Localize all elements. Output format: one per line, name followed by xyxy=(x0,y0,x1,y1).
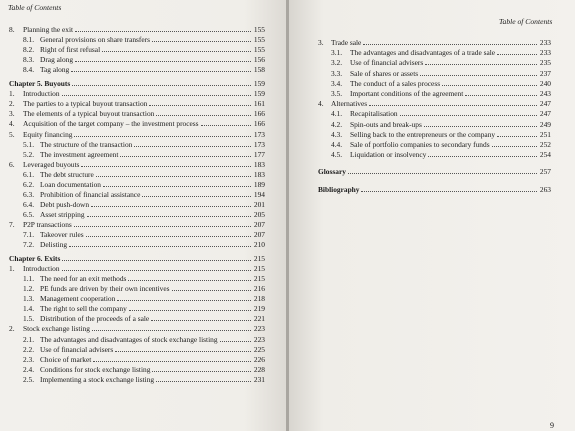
toc-entry-title: Introduction xyxy=(23,89,60,99)
toc-entry-row xyxy=(9,55,265,65)
toc-entry-title: Loan documentation xyxy=(40,179,101,189)
dot-leader xyxy=(74,136,251,137)
toc-entry-row xyxy=(9,304,265,314)
toc-entry-number: 2.3. xyxy=(23,354,35,364)
running-header-left: Table of Contents xyxy=(8,3,62,12)
toc-page-number: 233 xyxy=(539,48,551,58)
toc-entry-title: The parties to a typical buyout transaction xyxy=(23,99,148,109)
toc-entry-row xyxy=(9,140,265,150)
dot-leader xyxy=(497,54,537,55)
toc-entry-row xyxy=(9,180,265,190)
toc-entry-number: 4.4. xyxy=(331,140,343,149)
toc-entry-number: 4.3. xyxy=(331,129,343,139)
toc-entry-title: The debt structure xyxy=(40,169,94,179)
dot-leader xyxy=(149,105,251,106)
toc-entry-title: Bibliography xyxy=(318,184,360,194)
toc-entry-title: Management cooperation xyxy=(40,294,116,304)
toc-page-number: 177 xyxy=(253,149,265,159)
dot-leader xyxy=(96,176,251,177)
dot-leader xyxy=(363,44,537,45)
toc-page-number: 247 xyxy=(539,99,551,109)
toc-page-number: 166 xyxy=(253,109,265,119)
toc-entry-number: 6.4. xyxy=(23,199,35,209)
toc-entry-title: General provisions on share transfers xyxy=(40,35,151,45)
dot-leader xyxy=(151,320,251,321)
toc-page-number: 254 xyxy=(539,150,551,160)
dot-leader xyxy=(156,381,251,382)
toc-entry-number: 3.5. xyxy=(331,89,343,98)
toc-entry-number: 2.1. xyxy=(23,334,35,344)
dot-leader xyxy=(492,146,537,147)
toc-entry-row xyxy=(9,274,265,284)
toc-entry-row xyxy=(9,99,265,109)
toc-entry-number: 3.4. xyxy=(331,78,343,88)
toc-page-number: 189 xyxy=(253,179,265,189)
toc-entry-number: 7.1. xyxy=(23,230,35,239)
toc-entry-row xyxy=(9,119,265,129)
toc-entry-number: 3. xyxy=(9,109,15,119)
running-header-right: Table of Contents xyxy=(499,17,553,26)
toc-page-number: 173 xyxy=(253,139,265,149)
toc-entry-row xyxy=(9,365,265,375)
dot-leader xyxy=(424,126,537,127)
toc-entry-title: Asset stripping xyxy=(40,209,85,219)
toc-page-number: 161 xyxy=(253,99,265,109)
toc-entry-title: The conduct of a sales process xyxy=(350,78,441,88)
toc-page-number: 215 xyxy=(253,254,265,264)
toc-entry-number: 2.2. xyxy=(23,344,35,354)
dot-leader xyxy=(103,186,251,187)
toc-page-number: 173 xyxy=(253,129,265,139)
toc-entry-title: Selling back to the entrepreneurs or the company xyxy=(350,129,496,139)
toc-page-number: 231 xyxy=(253,374,265,384)
toc-entry-title: Debt push-down xyxy=(40,199,90,209)
toc-entry-title: Use of financial advisers xyxy=(350,58,424,68)
toc-entry-row xyxy=(9,35,265,45)
toc-entry-number: 8.4. xyxy=(23,65,35,75)
toc-chapter-row xyxy=(9,79,265,89)
toc-entry-row xyxy=(9,190,265,200)
toc-entry-number: 8. xyxy=(9,25,15,34)
toc-entry-title: Right of first refusal xyxy=(40,45,101,55)
toc-entry-number: 7. xyxy=(9,219,15,229)
dot-leader xyxy=(201,125,251,126)
dot-leader xyxy=(152,41,251,42)
dot-leader xyxy=(92,330,251,331)
toc-page-number: 216 xyxy=(253,284,265,294)
toc-entry-title: Trade sale xyxy=(331,38,362,47)
toc-page-number: 201 xyxy=(253,199,265,209)
toc-entry-row xyxy=(9,200,265,210)
toc-entry-title: Equity financing xyxy=(23,129,73,139)
toc-entry-title: The advantages and disadvantages of stock exchange listing xyxy=(40,334,218,344)
toc-page-number: 257 xyxy=(539,167,551,177)
toc-entry-row xyxy=(9,45,265,55)
right-page xyxy=(289,0,575,431)
toc-entry-number: 6.5. xyxy=(23,209,35,219)
dot-leader xyxy=(62,270,251,271)
toc-page-number: 210 xyxy=(253,240,265,250)
toc-entry-title: Liquidation or insolvency xyxy=(350,150,427,160)
dot-leader xyxy=(75,31,251,32)
toc-entry-row xyxy=(318,58,551,68)
toc-entry-row xyxy=(9,375,265,385)
toc-entry-number: 6.3. xyxy=(23,189,35,199)
toc-entry-number: 5. xyxy=(9,129,15,139)
toc-entry-row xyxy=(9,230,265,240)
toc-entry-title: Implementing a stock exchange listing xyxy=(40,374,155,384)
toc-page-number: 228 xyxy=(253,364,265,374)
toc-entry-number: 1.5. xyxy=(23,314,35,324)
toc-entry-number: 3. xyxy=(318,38,324,47)
page-number: 9 xyxy=(550,421,554,430)
toc-page-number: 237 xyxy=(539,68,551,78)
toc-entry-title: The elements of a typical buyout transaction xyxy=(23,109,155,119)
toc-entry-number: 6.2. xyxy=(23,179,35,189)
toc-entry-row xyxy=(318,130,551,140)
toc-entry-row xyxy=(9,314,265,324)
dot-leader xyxy=(156,115,251,116)
dot-leader xyxy=(87,216,251,217)
toc-entry-title: Introduction xyxy=(23,264,60,274)
dot-leader xyxy=(134,146,251,147)
toc-page-number: 219 xyxy=(253,304,265,314)
dot-leader xyxy=(142,196,251,197)
toc-entry-title: Use of financial advisers xyxy=(40,344,114,354)
toc-page-number: 207 xyxy=(253,219,265,229)
dot-leader xyxy=(129,310,251,311)
toc-entry-number: 1.4. xyxy=(23,304,35,314)
toc-entry-number: 4.2. xyxy=(331,119,343,129)
toc-entry-title: Leveraged buyouts xyxy=(23,159,80,169)
dot-leader xyxy=(361,191,537,192)
toc-entry-number: 1.3. xyxy=(23,294,35,304)
toc-page-number: 226 xyxy=(253,354,265,364)
toc-entry-number: 3.2. xyxy=(331,58,343,68)
dot-leader xyxy=(369,105,537,106)
dot-leader xyxy=(69,246,251,247)
toc-entry-row xyxy=(318,89,551,99)
toc-entry-row xyxy=(9,220,265,230)
toc-page-number: 155 xyxy=(253,25,265,34)
dot-leader xyxy=(465,95,537,96)
toc-entry-title: The advantages and disadvantages of a trade sale xyxy=(350,48,496,58)
toc-page-number: 252 xyxy=(539,140,551,149)
left-page xyxy=(0,0,287,431)
dot-leader xyxy=(75,61,251,62)
toc-entry-row xyxy=(318,79,551,89)
toc-entry-row xyxy=(318,38,551,48)
toc-entry-number: 2. xyxy=(9,99,15,109)
toc-page-number: 251 xyxy=(539,129,551,139)
toc-entry-title: The investment agreement xyxy=(40,149,119,159)
toc-entry-row xyxy=(9,335,265,345)
toc-entry-row xyxy=(9,355,265,365)
toc-entry-title: Takeover rules xyxy=(40,230,84,239)
toc-entry-number: 4. xyxy=(9,119,15,129)
toc-entry-row xyxy=(318,150,551,160)
dot-leader xyxy=(74,226,251,227)
toc-entry-row xyxy=(318,140,551,150)
toc-page-number: 159 xyxy=(253,89,265,99)
dot-leader xyxy=(425,64,537,65)
toc-entry-title: The need for an exit methods xyxy=(40,274,127,284)
toc-page-number: 215 xyxy=(253,274,265,284)
toc-page-number: 223 xyxy=(253,324,265,334)
toc-entry-row xyxy=(9,264,265,274)
dot-leader xyxy=(102,51,251,52)
toc-entry-row xyxy=(318,48,551,58)
dot-leader xyxy=(400,115,537,116)
toc-entry-row xyxy=(9,240,265,250)
toc-entry-row xyxy=(9,65,265,75)
dot-leader xyxy=(348,173,537,174)
toc-entry-row xyxy=(318,69,551,79)
toc-entry-row xyxy=(9,345,265,355)
toc-chapter-row xyxy=(9,254,265,264)
toc-entry-row xyxy=(318,109,551,119)
toc-entry-title: Sale of shares or assets xyxy=(350,68,419,78)
toc-entry-row xyxy=(9,210,265,220)
toc-entry-title: Glossary xyxy=(318,167,346,177)
toc-page-number: 166 xyxy=(253,119,265,129)
dot-leader xyxy=(152,371,251,372)
dot-leader xyxy=(93,361,251,362)
toc-entry-title: Sale of portfolio companies to secondary funds xyxy=(350,140,490,149)
toc-entry-number: 6. xyxy=(9,159,15,169)
toc-entry-title: P2P transactions xyxy=(23,219,72,229)
toc-entry-row xyxy=(9,150,265,160)
toc-entry-row xyxy=(9,294,265,304)
toc-page-number: 194 xyxy=(253,189,265,199)
toc-page-number: 218 xyxy=(253,294,265,304)
toc-entry-number: 4.5. xyxy=(331,150,343,160)
toc-chapter-row xyxy=(318,167,551,177)
toc-entry-row xyxy=(9,284,265,294)
dot-leader xyxy=(120,156,251,157)
toc-entry-row xyxy=(9,160,265,170)
toc-entry-title: Alternatives xyxy=(331,99,368,109)
toc-entry-title: Important conditions of the agreement xyxy=(350,89,464,98)
toc-entry-number: 2.4. xyxy=(23,364,35,374)
toc-entry-number: 1. xyxy=(9,264,15,274)
toc-entry-title: Acquisition of the target company – the investment process xyxy=(23,119,199,129)
toc-entry-title: PE funds are driven by their own incentives xyxy=(40,284,170,294)
toc-entry-number: 1.2. xyxy=(23,284,35,294)
toc-entry-number: 1. xyxy=(9,89,15,99)
toc-entry-title: Tag along xyxy=(40,65,70,75)
dot-leader xyxy=(128,280,251,281)
dot-leader xyxy=(115,351,251,352)
toc-entry-number: 2.5. xyxy=(23,374,35,384)
toc-entry-title: Chapter 5. Buyouts xyxy=(9,79,71,89)
toc-page-number: 183 xyxy=(253,159,265,169)
toc-entry-row xyxy=(9,324,265,334)
toc-page-number: 207 xyxy=(253,230,265,239)
toc-page-number: 247 xyxy=(539,109,551,119)
toc-entry-row xyxy=(9,130,265,140)
toc-entry-title: Drag along xyxy=(40,55,74,65)
toc-entry-row xyxy=(9,109,265,119)
dot-leader xyxy=(172,290,251,291)
toc-page-number: 240 xyxy=(539,78,551,88)
dot-leader xyxy=(117,300,251,301)
toc-page-number: 235 xyxy=(539,58,551,68)
toc-entry-number: 5.1. xyxy=(23,139,35,149)
toc-page-number: 223 xyxy=(253,334,265,344)
toc-entry-title: Recapitalisation xyxy=(350,109,398,119)
toc-entry-number: 8.1. xyxy=(23,35,35,45)
toc-entry-number: 1.1. xyxy=(23,274,35,284)
toc-page-number: 243 xyxy=(539,89,551,98)
toc-entry-row xyxy=(9,25,265,35)
toc-entry-number: 8.3. xyxy=(23,55,35,65)
toc-entry-title: Conditions for stock exchange listing xyxy=(40,364,151,374)
toc-page-number: 215 xyxy=(253,264,265,274)
toc-page-number: 158 xyxy=(253,65,265,75)
toc-entry-number: 3.3. xyxy=(331,68,343,78)
dot-leader xyxy=(442,85,537,86)
toc-page-number: 183 xyxy=(253,169,265,179)
toc-entry-row xyxy=(318,99,551,109)
toc-entry-row xyxy=(318,120,551,130)
dot-leader xyxy=(497,136,537,137)
toc-entry-title: Stock exchange listing xyxy=(23,324,90,334)
dot-leader xyxy=(81,166,251,167)
toc-page-number: 263 xyxy=(539,184,551,194)
dot-leader xyxy=(420,75,537,76)
toc-entry-number: 3.1. xyxy=(331,48,343,58)
toc-entry-number: 7.2. xyxy=(23,240,35,250)
dot-leader xyxy=(62,95,251,96)
toc-page-number: 205 xyxy=(253,209,265,219)
toc-entry-number: 4. xyxy=(318,99,324,109)
toc-entry-number: 4.1. xyxy=(331,109,343,119)
dot-leader xyxy=(62,260,251,261)
toc-entry-number: 5.2. xyxy=(23,149,35,159)
toc-page-number: 221 xyxy=(253,314,265,324)
toc-entry-title: Spin-outs and break-ups xyxy=(350,119,422,129)
dot-leader xyxy=(72,85,251,86)
toc-entry-title: Delisting xyxy=(40,240,68,250)
toc-entry-title: Planning the exit xyxy=(23,25,74,34)
toc-entry-title: Prohibition of financial assistance xyxy=(40,189,141,199)
dot-leader xyxy=(428,156,537,157)
toc-entry-number: 6.1. xyxy=(23,169,35,179)
toc-entry-row xyxy=(9,170,265,180)
toc-page-number: 233 xyxy=(539,38,551,47)
toc-entry-title: Chapter 6. Exits xyxy=(9,254,61,264)
toc-page-number: 156 xyxy=(253,55,265,65)
toc-page-number: 155 xyxy=(253,45,265,55)
dot-leader xyxy=(86,236,251,237)
toc-page-number: 225 xyxy=(253,344,265,354)
toc-entry-title: The structure of the transaction xyxy=(40,139,133,149)
dot-leader xyxy=(91,206,251,207)
toc-entry-row xyxy=(9,89,265,99)
dot-leader xyxy=(71,71,251,72)
toc-page-number: 159 xyxy=(253,79,265,89)
toc-entry-title: The right to sell the company xyxy=(40,304,127,314)
toc-entry-title: Choice of market xyxy=(40,354,92,364)
toc-page-number: 155 xyxy=(253,35,265,45)
toc-chapter-row xyxy=(318,185,551,195)
toc-entry-number: 2. xyxy=(9,324,15,334)
toc-page-number: 249 xyxy=(539,119,551,129)
toc-entry-title: Distribution of the proceeds of a sale xyxy=(40,314,150,324)
toc-entry-number: 8.2. xyxy=(23,45,35,55)
